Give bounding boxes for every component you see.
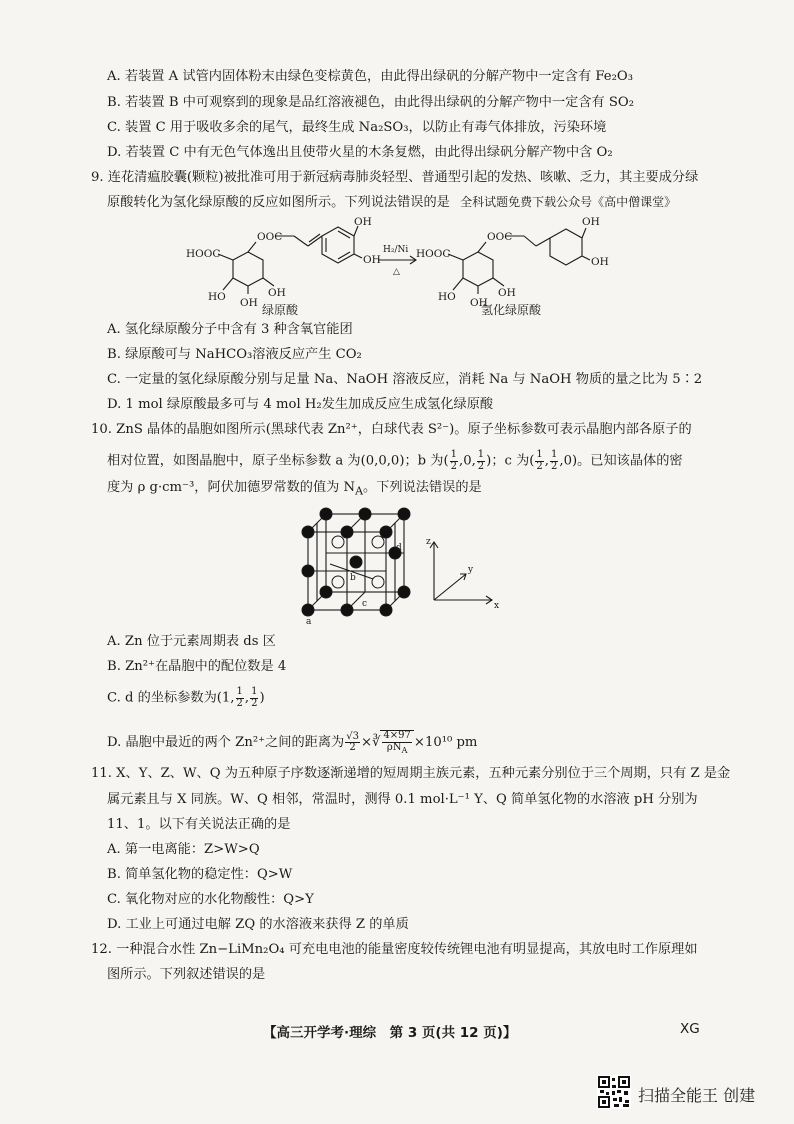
atom-label-d: d <box>396 543 402 553</box>
q9-label-chlorogenic: 绿原酸 <box>262 303 299 317</box>
zn-atom <box>398 586 410 598</box>
qr-code-icon <box>597 1075 631 1109</box>
q9-option-d: D. 1 mol 绿原酸最多可与 4 mol H₂发生加成反应生成氢化绿原酸 <box>107 397 494 412</box>
right-hooc-label: HOOC <box>416 248 451 260</box>
q10-stem-line2: 相对位置，如图晶胞中，原子坐标参数 a 为(0,0,0)；b 为( $\frac{1}{2}$ ,0, $\frac{1}{2}$ )；c 为( $\frac{1}{2}$ , $\frac{1}{2}$ ,0)。已知该晶体的密 <box>107 449 683 472</box>
radicand-den-sub: A <box>401 744 408 755</box>
q9-ad-text: 全科试题免费下载公众号《高中僧课堂》 <box>460 195 677 209</box>
frac-num: 1 <box>536 449 543 460</box>
q10-stem2-c: )。已知该晶体的密 <box>571 453 683 469</box>
s-atom-c <box>372 576 384 588</box>
atom-label-b: b <box>350 573 356 583</box>
zn-atom <box>320 508 332 520</box>
footer-code: XG <box>680 1021 700 1037</box>
zn-atom <box>350 556 362 568</box>
zn-atom <box>380 526 392 538</box>
frac-den: 2 <box>349 742 356 754</box>
left-ring-aromatic <box>322 227 354 263</box>
frac-num: 1 <box>450 449 457 460</box>
q11-option-a: A. 第一电离能：Z>W>Q <box>107 842 260 857</box>
q11-stem-line1: 11. X、Y、Z、W、Q 为五种原子序数逐渐递增的短周期主族元素，五种元素分别位于三个周期，只有 Z 是金 <box>91 766 731 781</box>
radicand <box>380 730 413 754</box>
zn-atom <box>380 604 392 616</box>
frac-den: 2 <box>251 697 258 709</box>
frac-half <box>550 450 558 472</box>
q12-stem-line1: 12. 一种混合水性 Zn−LiMn₂O₄ 可充电电池的能量密度较传统锂电池有明显提高，其放电时工作原理如 <box>91 942 698 957</box>
q8-option-a: A. 若装置 A 试管内固体粉末由绿色变棕黄色，由此得出绿矾的分解产物中一定含有 Fe₂O₃ <box>107 69 633 84</box>
left-oh-ring-bottom: OH <box>240 297 258 309</box>
frac-half <box>477 450 485 472</box>
right-oh-ring-bottom: OH <box>470 297 488 309</box>
right-oh-top: OH <box>582 216 600 228</box>
s-atom <box>372 536 384 548</box>
frac-radicand <box>382 731 411 754</box>
left-ooc-label: OOC <box>257 231 283 243</box>
atom-label-c: c <box>362 599 368 609</box>
q9-stem-text: 原酸转化为氢化绿原酸的反应如图所示。下列说法错误的是 <box>107 195 450 210</box>
page-footer: 【高三开学考·理综 第 3 页(共 12 页)】 <box>263 1025 517 1041</box>
q10-stem2-b: )；c 为( <box>486 453 535 469</box>
q9-stem-line1: 9. 连花清瘟胶囊(颗粒)被批准可用于新冠病毒肺炎轻型、普通型引起的发热、咳嗽、乏力，其主要成分绿 <box>91 170 699 185</box>
axis-label-x: x <box>494 601 500 611</box>
radicand-num: 4×97 <box>383 730 411 741</box>
radicand-den-text: ρN <box>386 741 402 753</box>
q11-option-c: C. 氧化物对应的水化物酸性：Q>Y <box>107 892 314 907</box>
q10-unit-cell-figure <box>290 502 510 626</box>
q9-option-a: A. 氢化绿原酸分子中含有 3 种含氧官能团 <box>107 322 353 337</box>
frac-num: 1 <box>551 449 558 460</box>
frac-num: 1 <box>236 686 243 697</box>
condition-label: △ <box>393 267 400 277</box>
q10-option-b: B. Zn²⁺在晶胞中的配位数是 4 <box>107 659 287 674</box>
axis-label-z: z <box>426 537 431 547</box>
q8-option-c: C. 装置 C 用于吸收多余的尾气，最终生成 Na₂SO₃，以防止有毒气体排放，污染环境 <box>107 120 607 135</box>
right-ooc-label: OOC <box>487 231 513 243</box>
zn-atom <box>341 526 353 538</box>
frac-half <box>535 450 543 472</box>
cube-root-sign: ∛ <box>372 735 381 751</box>
left-oh-ring: OH <box>268 287 286 299</box>
q9-option-b: B. 绿原酸可与 NaHCO₃溶液反应产生 CO₂ <box>107 347 362 362</box>
zn-atom <box>320 586 332 598</box>
q9-reaction-scheme <box>178 212 718 320</box>
q10-d-pre: D. 晶胞中最近的两个 Zn²⁺之间的距离为 <box>107 735 345 751</box>
q10-stem-line1: 10. ZnS 晶体的晶胞如图所示(黑球代表 Zn²⁺，白球代表 S²⁻)。原子坐标参数可表示晶胞内部各原子的 <box>91 422 692 437</box>
s-atom-b <box>332 576 344 588</box>
q10-stem3-sub: A <box>355 484 364 498</box>
q10-zero: 0 <box>463 453 472 469</box>
zn-atom <box>398 508 410 520</box>
frac-num: 1 <box>251 686 258 697</box>
frac-den: 2 <box>236 697 243 709</box>
zn-atom <box>302 565 314 577</box>
radicand-den <box>382 743 411 755</box>
q10-stem2-a: 相对位置，如图晶胞中，原子坐标参数 a 为(0,0,0)；b 为( <box>107 453 449 469</box>
axis-label-y: y <box>468 565 474 575</box>
q11-option-d: D. 工业上可通过电解 ZQ 的水溶液来获得 Z 的单质 <box>107 917 409 932</box>
right-oh-ring: OH <box>498 287 516 299</box>
reagent-label: H₂/Ni <box>383 245 409 255</box>
frac-den: 2 <box>450 460 457 472</box>
frac-den: 2 <box>536 460 543 472</box>
q11-stem-line3: 11、1。以下有关说法正确的是 <box>107 817 291 832</box>
frac-num: 1 <box>477 449 485 460</box>
q9-stem-line2 <box>107 196 676 209</box>
zn-atom <box>359 508 371 520</box>
q10-c-post: ) <box>259 690 265 706</box>
sqrt3: √3 <box>346 730 359 742</box>
s-atom <box>332 536 344 548</box>
left-oh-bottom: OH <box>363 254 381 266</box>
q10-stem3: 度为 ρ g·cm⁻³，阿伏加德罗常数的值为 N <box>107 480 356 495</box>
left-ho-label: HO <box>208 291 226 303</box>
zn-atom <box>341 604 353 616</box>
right-ring-quinic <box>463 252 493 286</box>
right-oh-bottom: OH <box>591 256 609 268</box>
q10-option-c: C. d 的坐标参数为(1, $\frac{1}{2}$ , $\frac{1}{2}$ ) <box>107 686 265 709</box>
q10-option-d <box>107 730 477 754</box>
atom-label-a: a <box>306 617 312 626</box>
right-ho-label: HO <box>438 291 456 303</box>
q10-stem-line3 <box>107 481 482 497</box>
left-oh-top: OH <box>354 216 372 228</box>
right-ring-cyclohexane <box>550 229 582 265</box>
q9-label-hydro: 氢化绿原酸 <box>481 303 542 317</box>
q10-stem3-end: 。下列说法错误的是 <box>363 480 482 495</box>
q11-option-b: B. 简单氢化物的稳定性：Q>W <box>107 867 293 882</box>
scanner-watermark-text: 扫描全能王 创建 <box>638 1086 756 1105</box>
left-hooc-label: HOOC <box>186 248 221 260</box>
q11-stem-line2: 属元素且与 X 同族。W、Q 相邻，常温时，测得 0.1 mol·L⁻¹ Y、Q 简单氢化物的水溶液 pH 分别为 <box>107 792 698 807</box>
q9-option-c: C. 一定量的氢化绿原酸分别与足量 Na、NaOH 溶液反应，消耗 Na 与 NaOH 物质的量之比为 5∶2 <box>107 372 703 387</box>
q10-zero: 0 <box>563 453 572 469</box>
q10-c-pre: C. d 的坐标参数为(1, <box>107 690 235 706</box>
q10-option-a: A. Zn 位于元素周期表 ds 区 <box>107 634 276 649</box>
frac-den: 2 <box>551 460 558 472</box>
frac-half <box>236 687 244 709</box>
frac-den: 2 <box>477 460 485 472</box>
q10-d-post: ×10¹⁰ pm <box>413 735 478 751</box>
frac-half <box>450 450 458 472</box>
frac-sqrt3-over-2 <box>345 732 360 754</box>
q8-option-d: D. 若装置 C 中有无色气体逸出且使带火星的木条复燃，由此得出绿矾分解产物中含 O₂ <box>107 145 613 160</box>
q8-option-b: B. 若装置 B 中可观察到的现象是品红溶液褪色，由此得出绿矾的分解产物中一定含有 SO₂ <box>107 95 635 110</box>
q12-stem-line2: 图所示。下列叙述错误的是 <box>107 967 266 982</box>
zn-atom-a <box>302 604 314 616</box>
zn-atom <box>302 526 314 538</box>
left-ring-quinic <box>233 252 263 286</box>
times-sign: × <box>360 735 373 751</box>
frac-half <box>250 687 258 709</box>
